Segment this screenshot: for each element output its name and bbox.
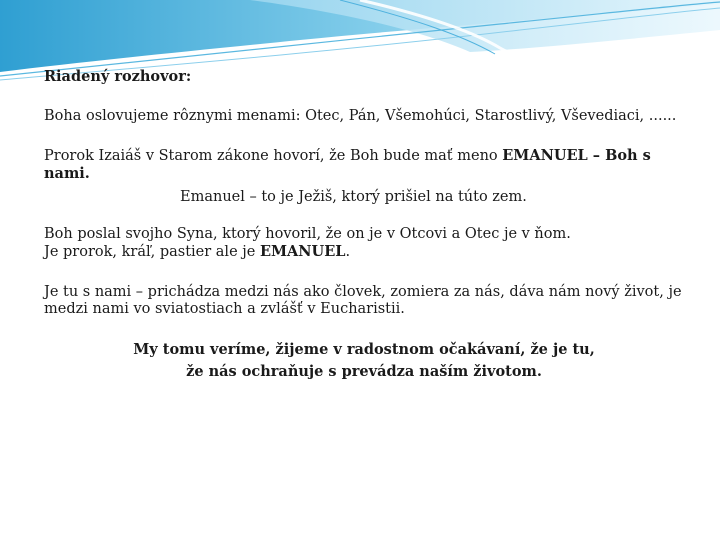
slide-content <box>44 68 684 383</box>
closing-statement <box>44 339 684 383</box>
heading: Riadený rozhovor: <box>44 68 192 85</box>
paragraph-names: Boha oslovujeme rôznymi menami: Otec, Pán, Všemohúci, Starostlivý, Vševediaci, ...... <box>44 108 677 124</box>
closing-line-2: že nás ochraňuje s prevádza naším životom. <box>186 363 542 380</box>
son-line2-emphasis: EMANUEL <box>259 243 346 260</box>
paragraph-prophet <box>44 147 684 183</box>
paragraph-emanuel: Emanuel – to je Ježiš, ktorý prišiel na túto zem. <box>180 189 527 205</box>
prophet-text: Prorok Izaiáš v Starom zákone hovorí, že Boh bude mať meno <box>44 148 503 164</box>
paragraph-son-line2 <box>44 243 684 261</box>
son-line2-end: . <box>345 244 351 260</box>
paragraph-with-us: Je tu s nami – prichádza medzi nás ako človek, zomiera za nás, dáva nám nový život, je medzi nami vo sviatostiach a zvlášť v Eucharistii. <box>44 284 682 317</box>
closing-line-1: My tomu veríme, žijeme v radostnom očakávaní, že je tu, <box>133 341 595 358</box>
paragraph-son-line1: Boh poslal svojho Syna, ktorý hovoril, že on je v Otcovi a Otec je v ňom. <box>44 226 571 242</box>
prophet-emphasis: EMANUEL – Boh s nami. <box>44 147 651 182</box>
son-line2-text: Je prorok, kráľ, pastier ale je <box>44 244 260 260</box>
